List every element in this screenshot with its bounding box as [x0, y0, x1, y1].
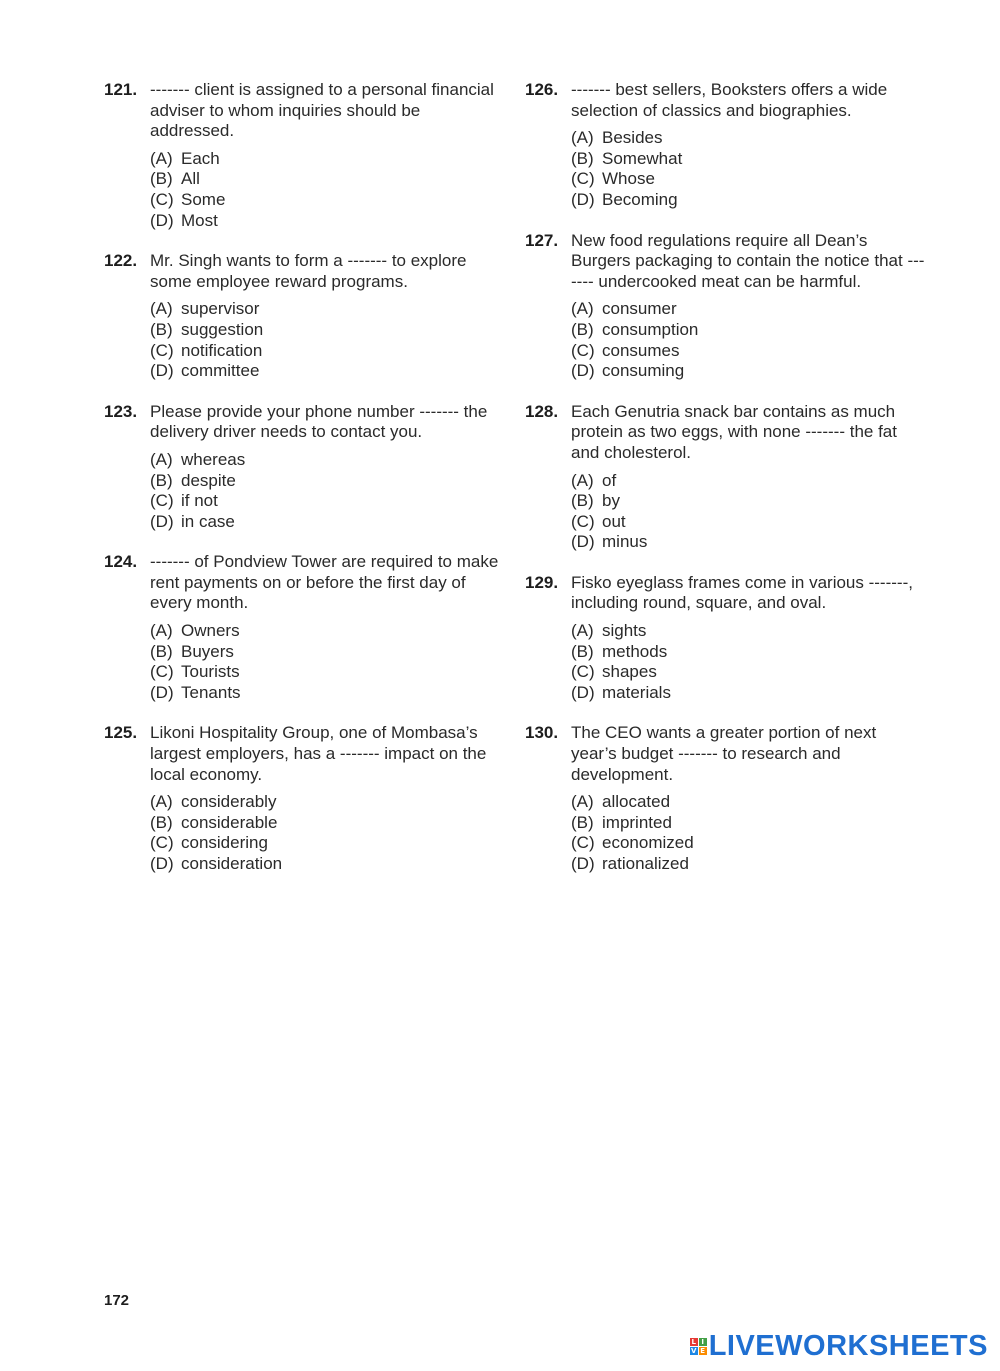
option-letter: (B) [571, 641, 594, 661]
option-text: considerably [181, 792, 277, 812]
answer-option[interactable] [571, 361, 925, 382]
answer-options [571, 299, 925, 381]
answer-option[interactable] [571, 512, 925, 533]
option-text: Whose [602, 169, 655, 189]
answer-option[interactable] [571, 320, 925, 341]
left-column [104, 80, 504, 895]
option-text: consumer [602, 299, 677, 319]
question [525, 573, 925, 704]
option-text: Owners [181, 621, 240, 641]
option-text: Somewhat [602, 148, 683, 168]
option-letter: (B) [150, 470, 173, 490]
option-letter: (C) [571, 340, 595, 360]
option-letter: (D) [150, 682, 174, 702]
option-letter: (C) [150, 491, 174, 511]
question-number: 125. [104, 723, 138, 743]
answer-options [150, 450, 504, 532]
answer-option[interactable] [150, 471, 504, 492]
option-letter: (D) [571, 361, 595, 381]
option-letter: (C) [571, 662, 595, 682]
question [104, 251, 504, 382]
logo-cell: I [699, 1338, 707, 1346]
option-text: consuming [602, 361, 685, 381]
question-number: 121. [104, 80, 138, 99]
question [525, 723, 925, 874]
option-letter: (B) [571, 812, 594, 832]
option-text: Most [181, 210, 218, 230]
option-letter: (D) [571, 854, 595, 873]
option-letter: (A) [571, 621, 594, 641]
option-text: minus [602, 532, 648, 552]
answer-option[interactable] [150, 361, 504, 382]
option-letter: (D) [150, 511, 174, 531]
logo-cell: E [700, 1347, 706, 1355]
answer-option[interactable] [571, 471, 925, 492]
answer-option[interactable] [150, 211, 504, 232]
option-letter: (B) [571, 319, 594, 339]
question-text: ------- best sellers, Booksters offers a wide selection of classics and biographies. [571, 80, 888, 120]
question-text: Each Genutria snack bar contains as much protein as two eggs, with none ------- the fat and cholesterol. [571, 401, 897, 462]
answer-option[interactable] [150, 662, 504, 683]
option-text: economized [602, 833, 694, 853]
option-letter: (B) [150, 169, 173, 189]
answer-option[interactable] [571, 662, 925, 683]
answer-option[interactable] [150, 320, 504, 341]
option-letter: (A) [150, 621, 173, 641]
option-letter: (B) [571, 148, 594, 168]
option-text: consideration [181, 854, 283, 873]
answer-option[interactable] [150, 491, 504, 512]
option-text: committee [181, 361, 260, 381]
option-text: supervisor [181, 299, 260, 319]
option-letter: (C) [150, 340, 174, 360]
option-text: of [602, 470, 617, 490]
question [525, 231, 925, 382]
logo-cell: V [690, 1347, 697, 1355]
option-text: out [602, 511, 626, 531]
answer-option[interactable] [571, 813, 925, 834]
option-text: rationalized [602, 854, 689, 873]
option-text: by [602, 491, 620, 511]
option-letter: (B) [571, 491, 594, 511]
answer-option[interactable] [150, 854, 504, 875]
answer-option[interactable] [150, 190, 504, 211]
option-letter: (D) [150, 361, 174, 381]
option-text: considerable [181, 812, 278, 832]
option-letter: (C) [571, 511, 595, 531]
question-text: Mr. Singh wants to form a ------- to explore some employee reward programs. [150, 251, 467, 291]
question-number: 123. [104, 401, 138, 421]
answer-option[interactable] [571, 792, 925, 813]
answer-option[interactable] [571, 833, 925, 854]
option-letter: (B) [150, 812, 173, 832]
option-text: despite [181, 470, 236, 490]
answer-option[interactable] [150, 621, 504, 642]
answer-option[interactable] [571, 683, 925, 704]
question-text: ------- client is assigned to a personal financial adviser to whom inquiries should be addressed. [150, 80, 494, 141]
option-letter: (C) [150, 189, 174, 209]
answer-option[interactable] [150, 450, 504, 471]
option-text: Tourists [181, 662, 240, 682]
option-text: consumes [602, 340, 680, 360]
logo-cell: L [691, 1338, 696, 1346]
brand-logo [690, 1330, 988, 1363]
option-text: Besides [602, 128, 663, 148]
answer-option[interactable] [150, 792, 504, 813]
answer-option[interactable] [150, 683, 504, 704]
question [104, 402, 504, 533]
question [525, 402, 925, 553]
question-number: 126. [525, 80, 559, 99]
option-letter: (D) [571, 532, 595, 552]
answer-option[interactable] [571, 491, 925, 512]
option-letter: (D) [571, 189, 595, 209]
option-text: whereas [181, 449, 246, 469]
answer-option[interactable] [150, 341, 504, 362]
question [525, 80, 925, 211]
option-text: considering [181, 833, 268, 853]
option-text: in case [181, 511, 235, 531]
option-text: Buyers [181, 641, 234, 661]
option-letter: (A) [150, 148, 173, 168]
brand-logo-mark [690, 1338, 707, 1355]
option-text: shapes [602, 662, 657, 682]
question-number: 128. [525, 401, 559, 421]
option-letter: (A) [571, 128, 594, 148]
answer-option[interactable] [150, 169, 504, 190]
answer-option[interactable] [571, 621, 925, 642]
option-text: materials [602, 682, 671, 702]
question-number: 130. [525, 723, 559, 743]
option-text: Some [181, 189, 226, 209]
option-letter: (D) [571, 682, 595, 702]
option-letter: (C) [150, 833, 174, 853]
question-text: ------- of Pondview Tower are required to make rent payments on or before the first day of every month. [150, 552, 499, 613]
question-number: 129. [525, 572, 559, 592]
option-text: allocated [602, 792, 671, 812]
option-letter: (C) [571, 833, 595, 853]
answer-option[interactable] [150, 512, 504, 533]
answer-options [571, 128, 925, 210]
option-text: Each [181, 148, 220, 168]
question-text: Fisko eyeglass frames come in various -------, including round, square, and oval. [571, 572, 913, 613]
option-letter: (B) [150, 319, 173, 339]
answer-options [571, 621, 925, 703]
option-letter: (C) [571, 169, 595, 189]
question [104, 723, 504, 874]
answer-option[interactable] [150, 642, 504, 663]
option-text: methods [602, 641, 668, 661]
option-letter: (B) [150, 641, 173, 661]
option-text: Tenants [181, 682, 241, 702]
option-text: sights [602, 621, 647, 641]
answer-options [571, 471, 925, 553]
question-number: 124. [104, 552, 138, 572]
question-text: Please provide your phone number ------- the delivery driver needs to contact you. [150, 401, 488, 442]
option-text: if not [181, 491, 218, 511]
question-text: The CEO wants a greater portion of next year’s budget ------- to research and development. [571, 723, 877, 784]
option-text: Becoming [602, 189, 678, 209]
question-number: 122. [104, 251, 138, 271]
answer-option[interactable] [571, 532, 925, 553]
answer-option[interactable] [150, 299, 504, 320]
answer-option[interactable] [571, 299, 925, 320]
answer-option[interactable] [571, 341, 925, 362]
question [104, 552, 504, 703]
answer-option[interactable] [571, 642, 925, 663]
option-letter: (A) [571, 792, 594, 812]
question-text: Likoni Hospitality Group, one of Mombasa’s largest employers, has a ------- impact on the local economy. [150, 723, 487, 784]
option-letter: (A) [150, 299, 173, 319]
page-number: 172 [104, 1292, 130, 1309]
question [104, 80, 504, 231]
answer-options [150, 299, 504, 381]
option-letter: (A) [571, 470, 594, 490]
answer-options [150, 149, 504, 231]
answer-option[interactable] [150, 833, 504, 854]
answer-option[interactable] [571, 149, 925, 170]
option-letter: (D) [150, 854, 174, 873]
right-column [525, 80, 925, 895]
answer-option[interactable] [571, 169, 925, 190]
option-letter: (A) [571, 299, 594, 319]
answer-option[interactable] [150, 149, 504, 170]
option-letter: (C) [150, 662, 174, 682]
answer-options [150, 621, 504, 703]
option-letter: (D) [150, 210, 174, 230]
option-text: imprinted [602, 812, 672, 832]
option-letter: (A) [150, 792, 173, 812]
answer-option[interactable] [571, 854, 925, 875]
option-text: All [181, 169, 200, 189]
answer-options [571, 792, 925, 874]
option-text: notification [181, 340, 263, 360]
answer-option[interactable] [571, 128, 925, 149]
brand-name: LIVEWORKSHEETS [708, 1330, 988, 1362]
option-text: consumption [602, 319, 699, 339]
answer-option[interactable] [571, 190, 925, 211]
answer-options [150, 792, 504, 874]
question-number: 127. [525, 230, 559, 250]
question-text: New food regulations require all Dean’s Burgers packaging to contain the notice that ------- undercooked meat can be harmful. [571, 230, 925, 291]
option-letter: (A) [150, 449, 173, 469]
answer-option[interactable] [150, 813, 504, 834]
option-text: suggestion [181, 319, 264, 339]
